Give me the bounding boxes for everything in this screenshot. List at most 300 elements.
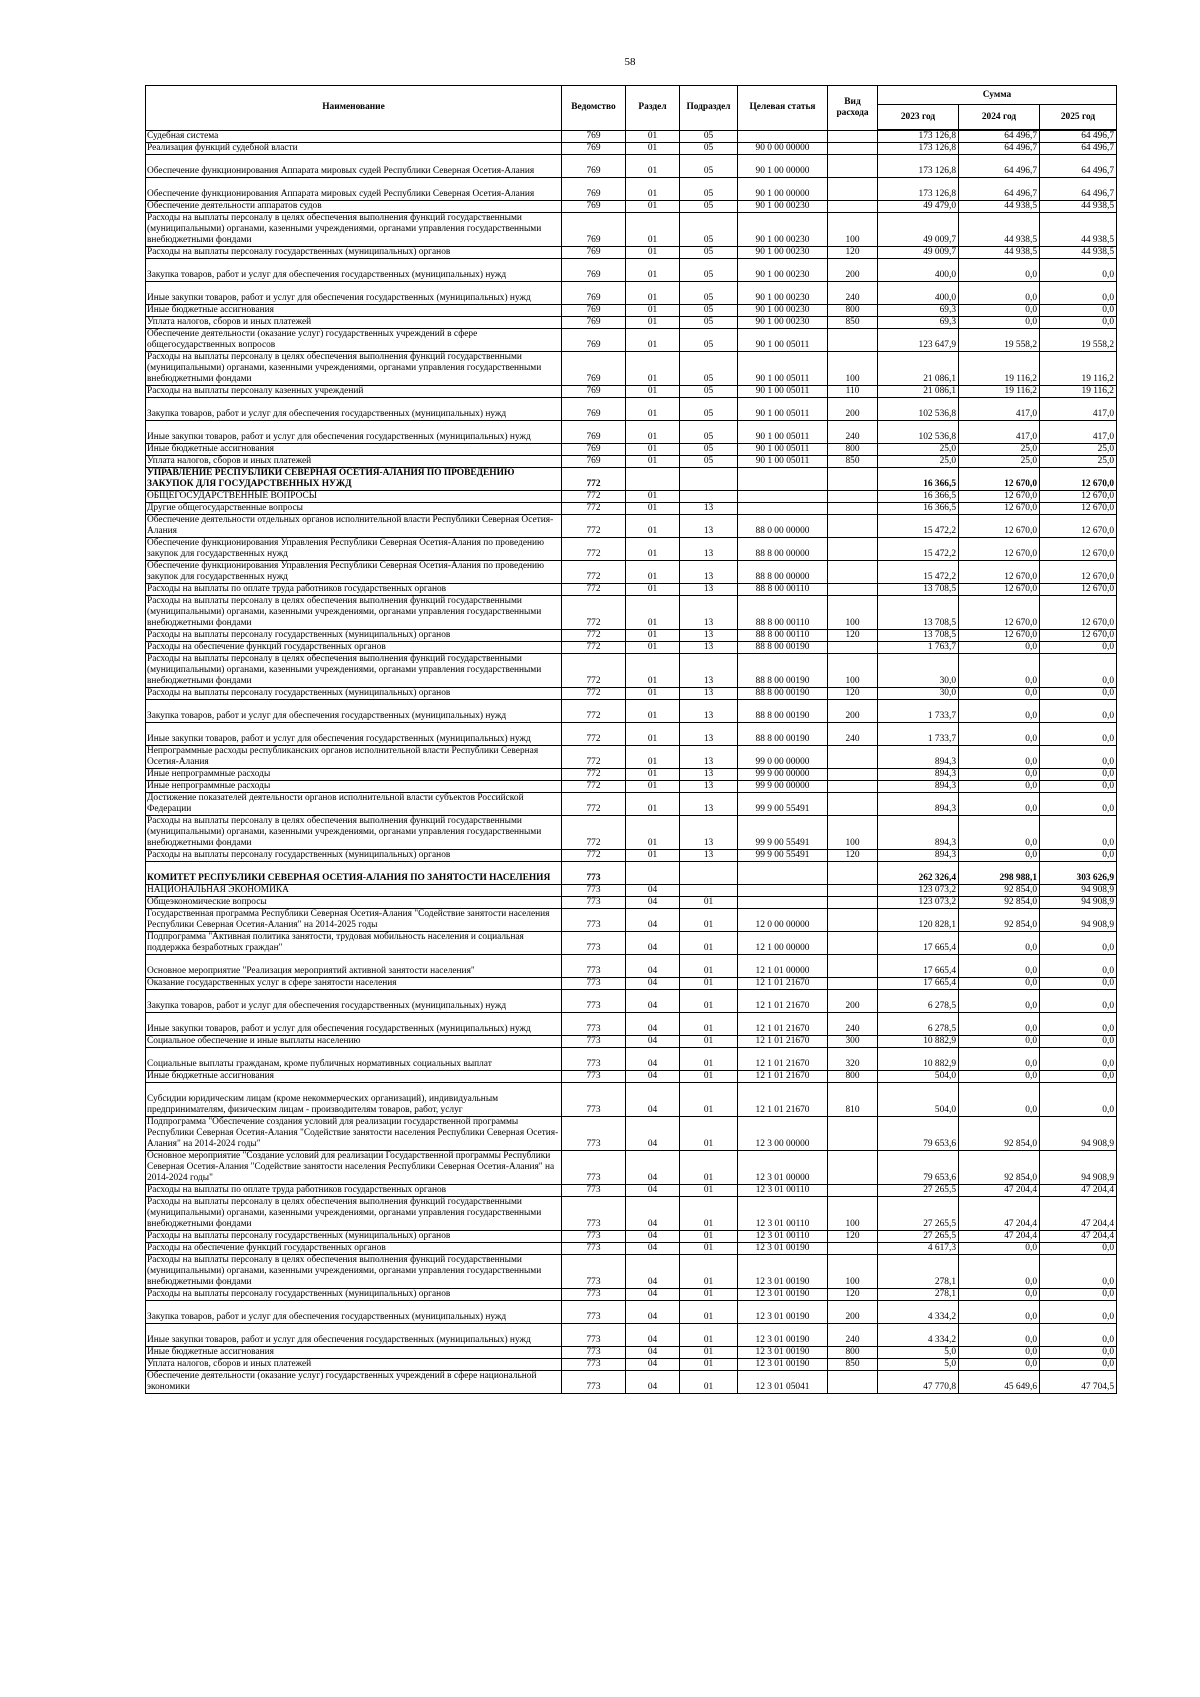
cell-subsection: 05 [680, 352, 738, 386]
cell-subsection: 05 [680, 329, 738, 352]
cell-2023: 894,3 [878, 746, 959, 769]
cell-section: 04 [626, 1197, 680, 1231]
cell-name: Расходы на выплаты персоналу в целях обеспечения выполнения функций государственными (муниципальными) органами, казенными учреждениями, органами управления государственными внебюджетными фондами [146, 352, 562, 386]
cell-target-article: 12 3 01 00190 [738, 1289, 828, 1301]
cell-target-article: 12 3 01 00110 [738, 1197, 828, 1231]
cell-2025: 12 670,0 [1040, 630, 1117, 642]
cell-2023: 13 708,5 [878, 584, 959, 596]
cell-2025: 64 496,7 [1040, 155, 1117, 178]
cell-expense-type [828, 897, 878, 909]
cell-2024: 0,0 [959, 688, 1040, 700]
cell-subsection: 01 [680, 1324, 738, 1347]
cell-2023: 15 472,2 [878, 515, 959, 538]
cell-2025: 417,0 [1040, 421, 1117, 444]
cell-name: Обеспечение функционирования Управления Республики Северная Осетия-Алания по проведению закупок для государственных нужд [146, 538, 562, 561]
cell-2024: 0,0 [959, 1289, 1040, 1301]
cell-2023: 504,0 [878, 1083, 959, 1117]
cell-dept: 772 [562, 769, 626, 781]
cell-subsection: 01 [680, 1301, 738, 1324]
cell-expense-type: 100 [828, 654, 878, 688]
cell-dept: 773 [562, 1255, 626, 1289]
cell-section: 01 [626, 352, 680, 386]
cell-expense-type [828, 1243, 878, 1255]
cell-2025: 0,0 [1040, 1359, 1117, 1371]
cell-target-article: 12 1 01 21670 [738, 1036, 828, 1048]
cell-2023: 6 278,5 [878, 1013, 959, 1036]
cell-target-article: 88 8 00 00190 [738, 700, 828, 723]
cell-section: 01 [626, 642, 680, 654]
cell-name: Субсидии юридическим лицам (кроме некоммерческих организаций), индивидуальным предпринимателям, физическим лицам - производителям товаров, работ, услуг [146, 1083, 562, 1117]
cell-name: Иные закупки товаров, работ и услуг для обеспечения государственных (муниципальных) нужд [146, 1324, 562, 1347]
table-row [146, 1301, 1117, 1324]
cell-2025: 47 204,4 [1040, 1197, 1117, 1231]
cell-section: 04 [626, 885, 680, 897]
cell-subsection: 05 [680, 317, 738, 329]
cell-target-article: 12 1 01 21670 [738, 1083, 828, 1117]
cell-subsection: 05 [680, 421, 738, 444]
cell-name: Уплата налогов, сборов и иных платежей [146, 1359, 562, 1371]
cell-dept: 773 [562, 955, 626, 978]
cell-expense-type: 200 [828, 398, 878, 421]
table-row [146, 143, 1117, 155]
cell-expense-type [828, 955, 878, 978]
table-row [146, 1185, 1117, 1197]
cell-dept: 769 [562, 352, 626, 386]
cell-section: 01 [626, 329, 680, 352]
cell-expense-type: 850 [828, 456, 878, 468]
cell-name: Подпрограмма "Обеспечение создания условий для реализации государственной программы Республики Северная Осетия-Алания "Содействие занятости населения Республики Северная Осетия-Алания" на 2014-2024 годы" [146, 1117, 562, 1151]
cell-dept: 772 [562, 630, 626, 642]
cell-2024: 25,0 [959, 456, 1040, 468]
cell-section: 01 [626, 456, 680, 468]
cell-dept: 773 [562, 1117, 626, 1151]
cell-dept: 773 [562, 932, 626, 955]
page-number: 58 [624, 56, 636, 68]
cell-subsection: 05 [680, 155, 738, 178]
cell-expense-type: 240 [828, 421, 878, 444]
table-row [146, 282, 1117, 305]
cell-2023: 4 334,2 [878, 1324, 959, 1347]
cell-name: КОМИТЕТ РЕСПУБЛИКИ СЕВЕРНАЯ ОСЕТИЯ-АЛАНИЯ ПО ЗАНЯТОСТИ НАСЕЛЕНИЯ [146, 862, 562, 885]
cell-2024: 44 938,5 [959, 201, 1040, 213]
cell-target-article: 12 3 01 00190 [738, 1324, 828, 1347]
cell-2024: 19 116,2 [959, 386, 1040, 398]
cell-subsection: 13 [680, 561, 738, 584]
cell-2024: 64 496,7 [959, 178, 1040, 201]
cell-2025: 0,0 [1040, 793, 1117, 816]
cell-2023: 49 009,7 [878, 213, 959, 247]
table-row [146, 329, 1117, 352]
cell-subsection: 13 [680, 746, 738, 769]
cell-subsection: 13 [680, 700, 738, 723]
cell-section: 04 [626, 1117, 680, 1151]
cell-expense-type [828, 1185, 878, 1197]
cell-subsection: 01 [680, 1243, 738, 1255]
cell-expense-type [828, 885, 878, 897]
cell-section [626, 862, 680, 885]
cell-subsection: 13 [680, 816, 738, 850]
cell-2023: 123 073,2 [878, 885, 959, 897]
cell-2024: 19 558,2 [959, 329, 1040, 352]
cell-target-article: 90 1 00 05011 [738, 329, 828, 352]
cell-section: 04 [626, 978, 680, 990]
cell-2024: 47 204,4 [959, 1197, 1040, 1231]
cell-expense-type: 800 [828, 1347, 878, 1359]
cell-2023: 6 278,5 [878, 990, 959, 1013]
cell-expense-type [828, 1117, 878, 1151]
cell-dept: 769 [562, 421, 626, 444]
cell-subsection: 01 [680, 1036, 738, 1048]
cell-2025: 0,0 [1040, 955, 1117, 978]
cell-target-article: 12 1 00 00000 [738, 932, 828, 955]
cell-2023: 120 828,1 [878, 909, 959, 932]
table-row [146, 978, 1117, 990]
cell-2023: 13 708,5 [878, 596, 959, 630]
cell-subsection: 13 [680, 515, 738, 538]
cell-2023: 5,0 [878, 1359, 959, 1371]
cell-2023: 16 366,5 [878, 468, 959, 491]
cell-subsection: 01 [680, 1083, 738, 1117]
cell-section: 04 [626, 909, 680, 932]
cell-section: 01 [626, 130, 680, 143]
cell-expense-type [828, 1371, 878, 1394]
cell-2023: 10 882,9 [878, 1048, 959, 1071]
cell-name: Расходы на выплаты персоналу государственных (муниципальных) органов [146, 1289, 562, 1301]
cell-2024: 0,0 [959, 1255, 1040, 1289]
cell-section: 04 [626, 1083, 680, 1117]
cell-section: 01 [626, 421, 680, 444]
cell-subsection: 05 [680, 282, 738, 305]
cell-section: 01 [626, 386, 680, 398]
cell-dept: 773 [562, 1347, 626, 1359]
cell-subsection: 05 [680, 456, 738, 468]
cell-2023: 278,1 [878, 1289, 959, 1301]
cell-2025: 25,0 [1040, 444, 1117, 456]
table-body [146, 130, 1117, 1394]
cell-2025: 47 204,4 [1040, 1231, 1117, 1243]
cell-subsection: 01 [680, 1197, 738, 1231]
cell-section: 01 [626, 305, 680, 317]
cell-2025: 0,0 [1040, 305, 1117, 317]
cell-section: 01 [626, 630, 680, 642]
cell-2025: 0,0 [1040, 1347, 1117, 1359]
cell-name: Достижение показателей деятельности органов исполнительной власти субъектов Российской Федерации [146, 793, 562, 816]
cell-expense-type: 240 [828, 1013, 878, 1036]
cell-2025: 0,0 [1040, 1048, 1117, 1071]
cell-2023: 400,0 [878, 259, 959, 282]
cell-section: 04 [626, 1347, 680, 1359]
cell-dept: 769 [562, 213, 626, 247]
cell-expense-type: 120 [828, 850, 878, 862]
cell-target-article: 99 9 00 00000 [738, 781, 828, 793]
table-row [146, 897, 1117, 909]
cell-section: 04 [626, 1151, 680, 1185]
header-subsection: Подраздел [680, 86, 738, 131]
cell-section: 01 [626, 398, 680, 421]
cell-target-article: 99 0 00 00000 [738, 746, 828, 769]
cell-target-article: 12 3 01 00190 [738, 1243, 828, 1255]
table-row [146, 793, 1117, 816]
cell-2025: 0,0 [1040, 1324, 1117, 1347]
header-expense-type: Вид расхода [828, 86, 878, 131]
cell-section: 04 [626, 1048, 680, 1071]
cell-target-article: 90 1 00 00230 [738, 305, 828, 317]
cell-subsection: 13 [680, 584, 738, 596]
cell-subsection: 05 [680, 201, 738, 213]
cell-2024: 92 854,0 [959, 1151, 1040, 1185]
cell-expense-type: 100 [828, 352, 878, 386]
cell-subsection: 13 [680, 793, 738, 816]
table-row [146, 201, 1117, 213]
cell-2023: 894,3 [878, 793, 959, 816]
cell-2024: 92 854,0 [959, 1117, 1040, 1151]
cell-target-article [738, 468, 828, 491]
cell-target-article: 90 1 00 05011 [738, 421, 828, 444]
table-row [146, 178, 1117, 201]
cell-name: Расходы на выплаты персоналу государственных (муниципальных) органов [146, 1231, 562, 1243]
cell-expense-type: 120 [828, 688, 878, 700]
cell-section: 01 [626, 201, 680, 213]
cell-2023: 1 763,7 [878, 642, 959, 654]
cell-2023: 17 665,4 [878, 932, 959, 955]
cell-2025: 0,0 [1040, 1083, 1117, 1117]
cell-section: 04 [626, 955, 680, 978]
cell-2023: 173 126,8 [878, 178, 959, 201]
cell-2025: 0,0 [1040, 1301, 1117, 1324]
table-row [146, 596, 1117, 630]
cell-2024: 0,0 [959, 723, 1040, 746]
table-row [146, 850, 1117, 862]
cell-dept: 769 [562, 456, 626, 468]
cell-expense-type [828, 130, 878, 143]
cell-2025: 0,0 [1040, 282, 1117, 305]
cell-name: Расходы на выплаты персоналу в целях обеспечения выполнения функций государственными (муниципальными) органами, казенными учреждениями, органами управления государственными внебюджетными фондами [146, 596, 562, 630]
cell-dept: 773 [562, 990, 626, 1013]
cell-expense-type: 200 [828, 1301, 878, 1324]
cell-subsection: 01 [680, 1289, 738, 1301]
header-year-2023: 2023 год [878, 105, 959, 131]
cell-2024: 0,0 [959, 654, 1040, 688]
cell-target-article: 99 9 00 00000 [738, 769, 828, 781]
cell-target-article: 99 9 00 55491 [738, 816, 828, 850]
table-row [146, 862, 1117, 885]
cell-subsection: 01 [680, 1071, 738, 1083]
cell-2023: 49 479,0 [878, 201, 959, 213]
cell-section: 04 [626, 1301, 680, 1324]
cell-2025: 94 908,9 [1040, 885, 1117, 897]
cell-expense-type: 240 [828, 723, 878, 746]
cell-name: Расходы на выплаты персоналу государственных (муниципальных) органов [146, 247, 562, 259]
cell-expense-type [828, 515, 878, 538]
table-row [146, 317, 1117, 329]
cell-target-article: 12 3 01 00190 [738, 1301, 828, 1324]
cell-2023: 894,3 [878, 769, 959, 781]
cell-2023: 21 086,1 [878, 352, 959, 386]
cell-2024: 0,0 [959, 1048, 1040, 1071]
cell-2024: 0,0 [959, 816, 1040, 850]
cell-dept: 772 [562, 850, 626, 862]
cell-expense-type [828, 329, 878, 352]
cell-subsection: 13 [680, 503, 738, 515]
cell-expense-type: 320 [828, 1048, 878, 1071]
cell-target-article [738, 491, 828, 503]
cell-dept: 773 [562, 1036, 626, 1048]
cell-2023: 25,0 [878, 444, 959, 456]
cell-2023: 79 653,6 [878, 1151, 959, 1185]
cell-subsection: 01 [680, 1117, 738, 1151]
cell-2025: 0,0 [1040, 1255, 1117, 1289]
cell-name: Подпрограмма "Активная политика занятости, трудовая мобильность населения и социальная поддержка безработных граждан" [146, 932, 562, 955]
cell-subsection: 05 [680, 130, 738, 143]
cell-subsection [680, 468, 738, 491]
table-row [146, 885, 1117, 897]
table-row [146, 990, 1117, 1013]
table-row [146, 1289, 1117, 1301]
cell-subsection: 13 [680, 596, 738, 630]
table-header [146, 86, 1117, 131]
cell-2023: 173 126,8 [878, 143, 959, 155]
cell-target-article: 12 1 01 21670 [738, 1048, 828, 1071]
cell-2024: 19 116,2 [959, 352, 1040, 386]
cell-subsection: 05 [680, 398, 738, 421]
cell-name: Закупка товаров, работ и услуг для обеспечения государственных (муниципальных) нужд [146, 700, 562, 723]
table-row [146, 932, 1117, 955]
cell-2025: 0,0 [1040, 1036, 1117, 1048]
cell-2025: 0,0 [1040, 769, 1117, 781]
cell-name: Расходы на выплаты персоналу в целях обеспечения выполнения функций государственными (муниципальными) органами, казенными учреждениями, органами управления государственными внебюджетными фондами [146, 654, 562, 688]
cell-target-article: 90 1 00 05011 [738, 398, 828, 421]
cell-expense-type: 240 [828, 1324, 878, 1347]
cell-name: Иные непрограммные расходы [146, 769, 562, 781]
cell-name: Расходы на выплаты персоналу государственных (муниципальных) органов [146, 630, 562, 642]
cell-expense-type [828, 769, 878, 781]
cell-name: Реализация функций судебной власти [146, 143, 562, 155]
cell-subsection: 01 [680, 932, 738, 955]
cell-target-article: 12 1 01 21670 [738, 1013, 828, 1036]
cell-name: Иные закупки товаров, работ и услуг для обеспечения государственных (муниципальных) нужд [146, 282, 562, 305]
cell-2024: 64 496,7 [959, 143, 1040, 155]
table-row [146, 584, 1117, 596]
cell-name: Иные непрограммные расходы [146, 781, 562, 793]
table-row [146, 468, 1117, 491]
cell-section: 01 [626, 746, 680, 769]
cell-expense-type: 120 [828, 1231, 878, 1243]
cell-dept: 773 [562, 1231, 626, 1243]
cell-target-article: 12 1 01 21670 [738, 990, 828, 1013]
cell-2025: 94 908,9 [1040, 1151, 1117, 1185]
cell-subsection: 13 [680, 688, 738, 700]
cell-2024: 0,0 [959, 259, 1040, 282]
cell-subsection: 01 [680, 1255, 738, 1289]
cell-target-article: 12 3 01 00190 [738, 1347, 828, 1359]
cell-name: Общеэкономические вопросы [146, 897, 562, 909]
cell-2023: 123 647,9 [878, 329, 959, 352]
cell-2023: 69,3 [878, 317, 959, 329]
cell-name: Обеспечение деятельности (оказание услуг) государственных учреждений в сфере национальной экономики [146, 1371, 562, 1394]
cell-expense-type: 100 [828, 1197, 878, 1231]
cell-dept: 773 [562, 897, 626, 909]
header-section: Раздел [626, 86, 680, 131]
cell-dept: 772 [562, 515, 626, 538]
table-row [146, 1347, 1117, 1359]
cell-2023: 79 653,6 [878, 1117, 959, 1151]
cell-section: 01 [626, 793, 680, 816]
cell-2025: 64 496,7 [1040, 130, 1117, 143]
cell-dept: 769 [562, 305, 626, 317]
cell-expense-type: 100 [828, 596, 878, 630]
cell-dept: 769 [562, 444, 626, 456]
cell-name: Иные закупки товаров, работ и услуг для обеспечения государственных (муниципальных) нужд [146, 1013, 562, 1036]
cell-expense-type [828, 781, 878, 793]
cell-2025: 12 670,0 [1040, 468, 1117, 491]
cell-2025: 0,0 [1040, 654, 1117, 688]
cell-subsection: 01 [680, 897, 738, 909]
cell-subsection: 01 [680, 1185, 738, 1197]
cell-2025: 19 116,2 [1040, 352, 1117, 386]
cell-2024: 12 670,0 [959, 584, 1040, 596]
cell-name: Расходы на выплаты персоналу в целях обеспечения выполнения функций государственными (муниципальными) органами, казенными учреждениями, органами управления государственными внебюджетными фондами [146, 213, 562, 247]
table-row [146, 561, 1117, 584]
cell-name: Уплата налогов, сборов и иных платежей [146, 456, 562, 468]
cell-target-article: 88 8 00 00190 [738, 642, 828, 654]
header-year-2024: 2024 год [959, 105, 1040, 131]
cell-subsection: 05 [680, 178, 738, 201]
cell-target-article: 12 3 01 05041 [738, 1371, 828, 1394]
cell-section: 04 [626, 1071, 680, 1083]
cell-2025: 19 116,2 [1040, 386, 1117, 398]
cell-section: 04 [626, 1359, 680, 1371]
cell-subsection: 13 [680, 538, 738, 561]
cell-target-article: 90 0 00 00000 [738, 143, 828, 155]
cell-target-article: 88 8 00 00110 [738, 584, 828, 596]
cell-target-article: 90 1 00 05011 [738, 444, 828, 456]
cell-dept: 769 [562, 398, 626, 421]
cell-expense-type: 800 [828, 1071, 878, 1083]
cell-name: Обеспечение функционирования Аппарата мировых судей Республики Северная Осетия-Алания [146, 155, 562, 178]
cell-target-article: 99 9 00 55491 [738, 850, 828, 862]
cell-target-article [738, 503, 828, 515]
cell-2025: 0,0 [1040, 700, 1117, 723]
cell-section: 01 [626, 503, 680, 515]
table-row [146, 1048, 1117, 1071]
cell-2024: 0,0 [959, 1243, 1040, 1255]
cell-2023: 5,0 [878, 1347, 959, 1359]
cell-2023: 13 708,5 [878, 630, 959, 642]
cell-subsection: 01 [680, 1151, 738, 1185]
cell-expense-type [828, 584, 878, 596]
cell-name: Иные бюджетные ассигнования [146, 1347, 562, 1359]
cell-expense-type: 120 [828, 630, 878, 642]
cell-name: НАЦИОНАЛЬНАЯ ЭКОНОМИКА [146, 885, 562, 897]
cell-name: Расходы на выплаты персоналу государственных (муниципальных) органов [146, 688, 562, 700]
cell-section: 01 [626, 538, 680, 561]
cell-dept: 773 [562, 1289, 626, 1301]
table-row [146, 781, 1117, 793]
cell-expense-type [828, 491, 878, 503]
cell-expense-type: 800 [828, 444, 878, 456]
cell-2025: 0,0 [1040, 816, 1117, 850]
cell-dept: 772 [562, 596, 626, 630]
cell-2025: 0,0 [1040, 746, 1117, 769]
cell-target-article: 99 9 00 55491 [738, 793, 828, 816]
cell-expense-type: 240 [828, 282, 878, 305]
cell-subsection: 13 [680, 630, 738, 642]
cell-dept: 773 [562, 1197, 626, 1231]
cell-2025: 25,0 [1040, 456, 1117, 468]
cell-2024: 12 670,0 [959, 491, 1040, 503]
cell-2023: 30,0 [878, 688, 959, 700]
cell-2023: 27 265,5 [878, 1197, 959, 1231]
